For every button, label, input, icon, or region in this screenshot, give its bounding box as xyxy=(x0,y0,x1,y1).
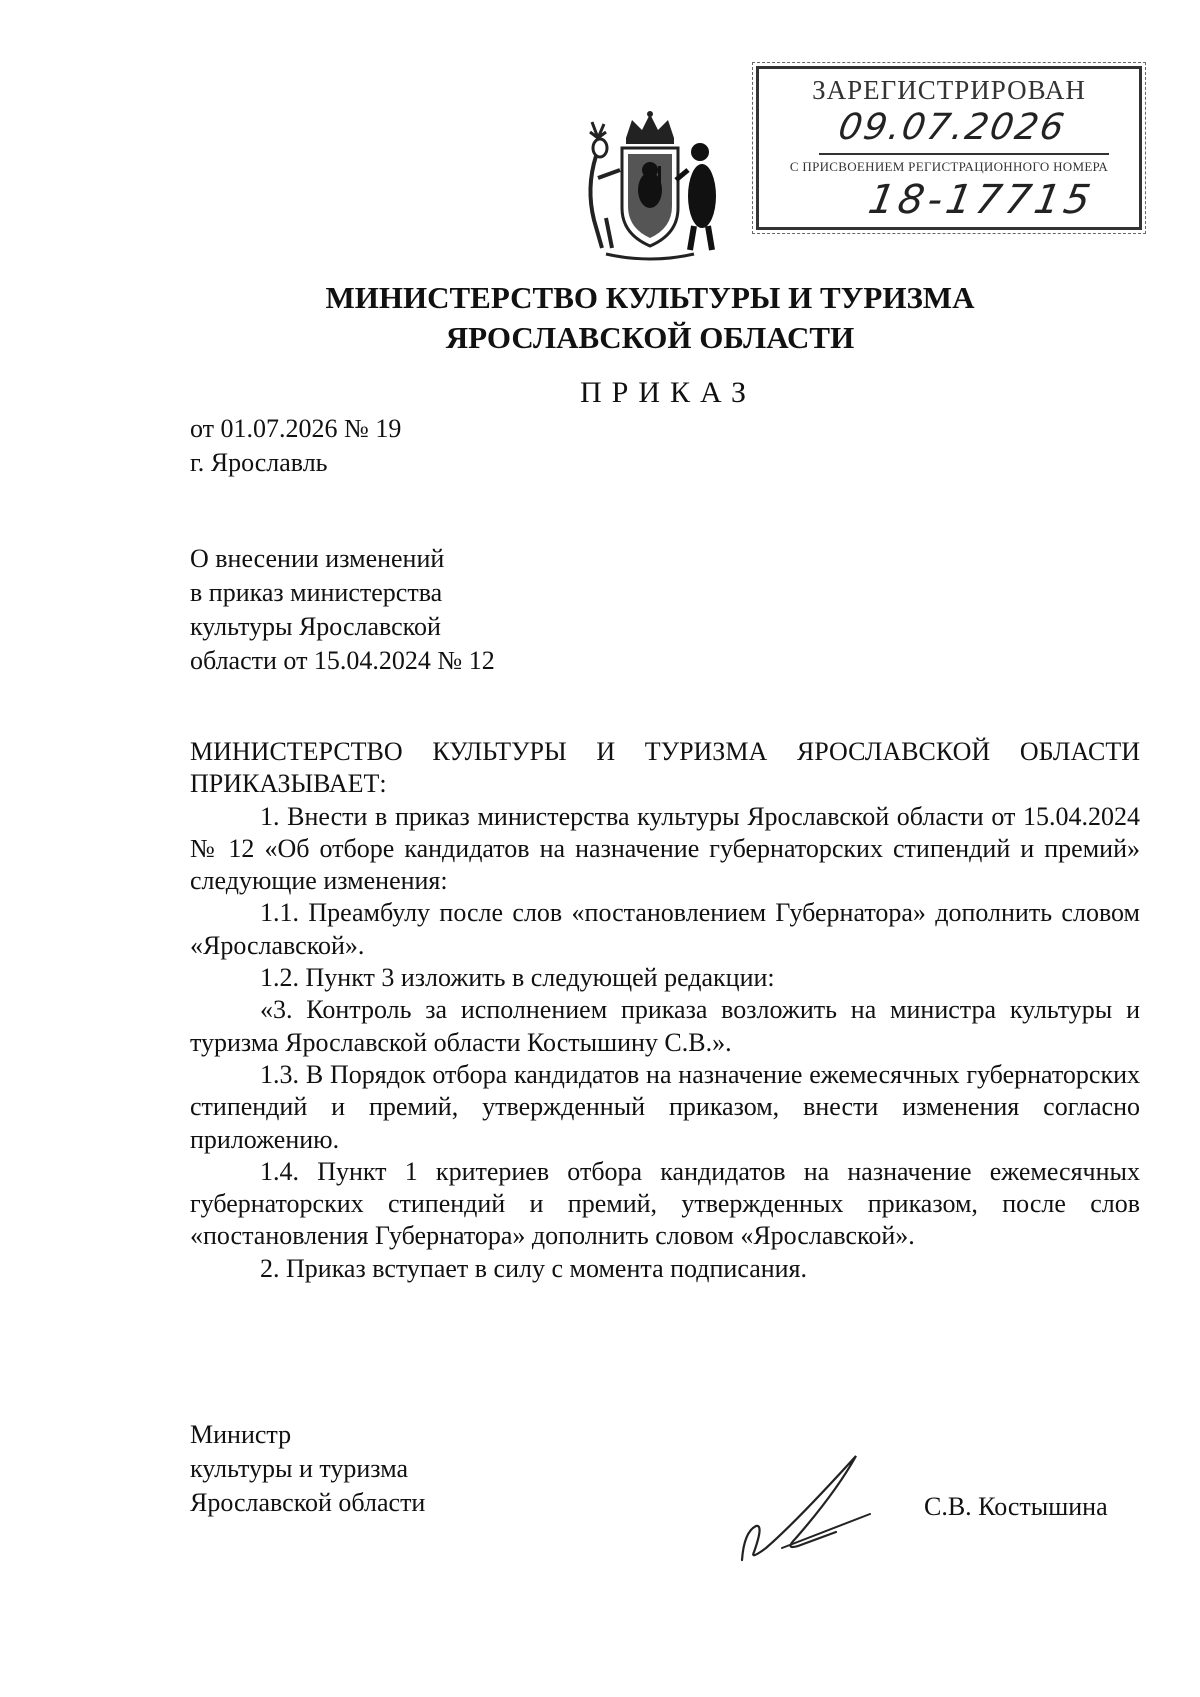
ministry-name-line2: ЯРОСЛАВСКОЙ ОБЛАСТИ xyxy=(445,320,855,355)
order-paragraph: 1.2. Пункт 3 изложить в следующей редакции: xyxy=(260,963,775,993)
subject-line: культуры Ярославской xyxy=(190,612,441,641)
order-date-number: от 01.07.2026 № 19 xyxy=(190,414,402,443)
order-paragraph: 1.4. Пункт 1 критериев отбора кандидатов на назначение ежемесячных губернаторских стипендий и премий, утвержденных приказом, после слов «постановления Губернатора» дополнить словом «Ярославской». xyxy=(190,1156,1140,1251)
signatory-position-line: Министр xyxy=(190,1420,292,1449)
ministry-name-line1: МИНИСТЕРСТВО КУЛЬТУРЫ И ТУРИЗМА xyxy=(325,280,975,315)
order-paragraph: 1. Внести в приказ министерства культуры Ярославской области от 15.04.2024 № 12 «Об отборе кандидатов на назначение губернаторских стипендий и премий» следующие изменения: xyxy=(190,801,1140,896)
order-paragraph: 2. Приказ вступает в силу с момента подписания. xyxy=(260,1253,808,1283)
subject-line: в приказ министерства xyxy=(190,578,443,607)
signatory-name: С.В. Костышина xyxy=(924,1492,1108,1521)
handwritten-signature xyxy=(736,1452,876,1562)
order-paragraph: «3. Контроль за исполнением приказа возложить на министра культуры и туризма Ярославской области Костышину С.В.». xyxy=(190,995,1140,1057)
document-type: ПРИКАЗ xyxy=(580,376,756,409)
preamble: МИНИСТЕРСТВО КУЛЬТУРЫ И ТУРИЗМА ЯРОСЛАВСКОЙ ОБЛАСТИ ПРИКАЗЫВАЕТ: xyxy=(190,737,1140,799)
order-city: г. Ярославль xyxy=(190,448,328,477)
stamp-date: 09.07.2026 xyxy=(835,107,1069,148)
order-paragraph: 1.3. В Порядок отбора кандидатов на назначение ежемесячных губернаторских стипендий и премий, утвержденный приказом, внести изменения согласно приложению. xyxy=(190,1059,1140,1154)
stamp-subtitle: С ПРИСВОЕНИЕМ РЕГИСТРАЦИОННОГО НОМЕРА xyxy=(789,159,1109,174)
stamp-divider xyxy=(819,153,1109,155)
order-paragraph: 1.1. Преамбулу после слов «постановлением Губернатора» дополнить словом «Ярославской». xyxy=(190,898,1140,960)
stamp-number: 18-17715 xyxy=(864,177,1098,223)
signatory-position-line: культуры и туризма xyxy=(190,1454,409,1483)
subject-line: области от 15.04.2024 № 12 xyxy=(190,646,495,675)
subject-line: О внесении изменений xyxy=(190,544,445,573)
signatory-position-line: Ярославской области xyxy=(190,1488,426,1517)
order-body xyxy=(190,736,1140,1285)
registration-stamp xyxy=(756,66,1142,230)
coat-of-arms-emblem xyxy=(576,108,724,264)
stamp-title: ЗАРЕГИСТРИРОВАН xyxy=(812,75,1086,105)
